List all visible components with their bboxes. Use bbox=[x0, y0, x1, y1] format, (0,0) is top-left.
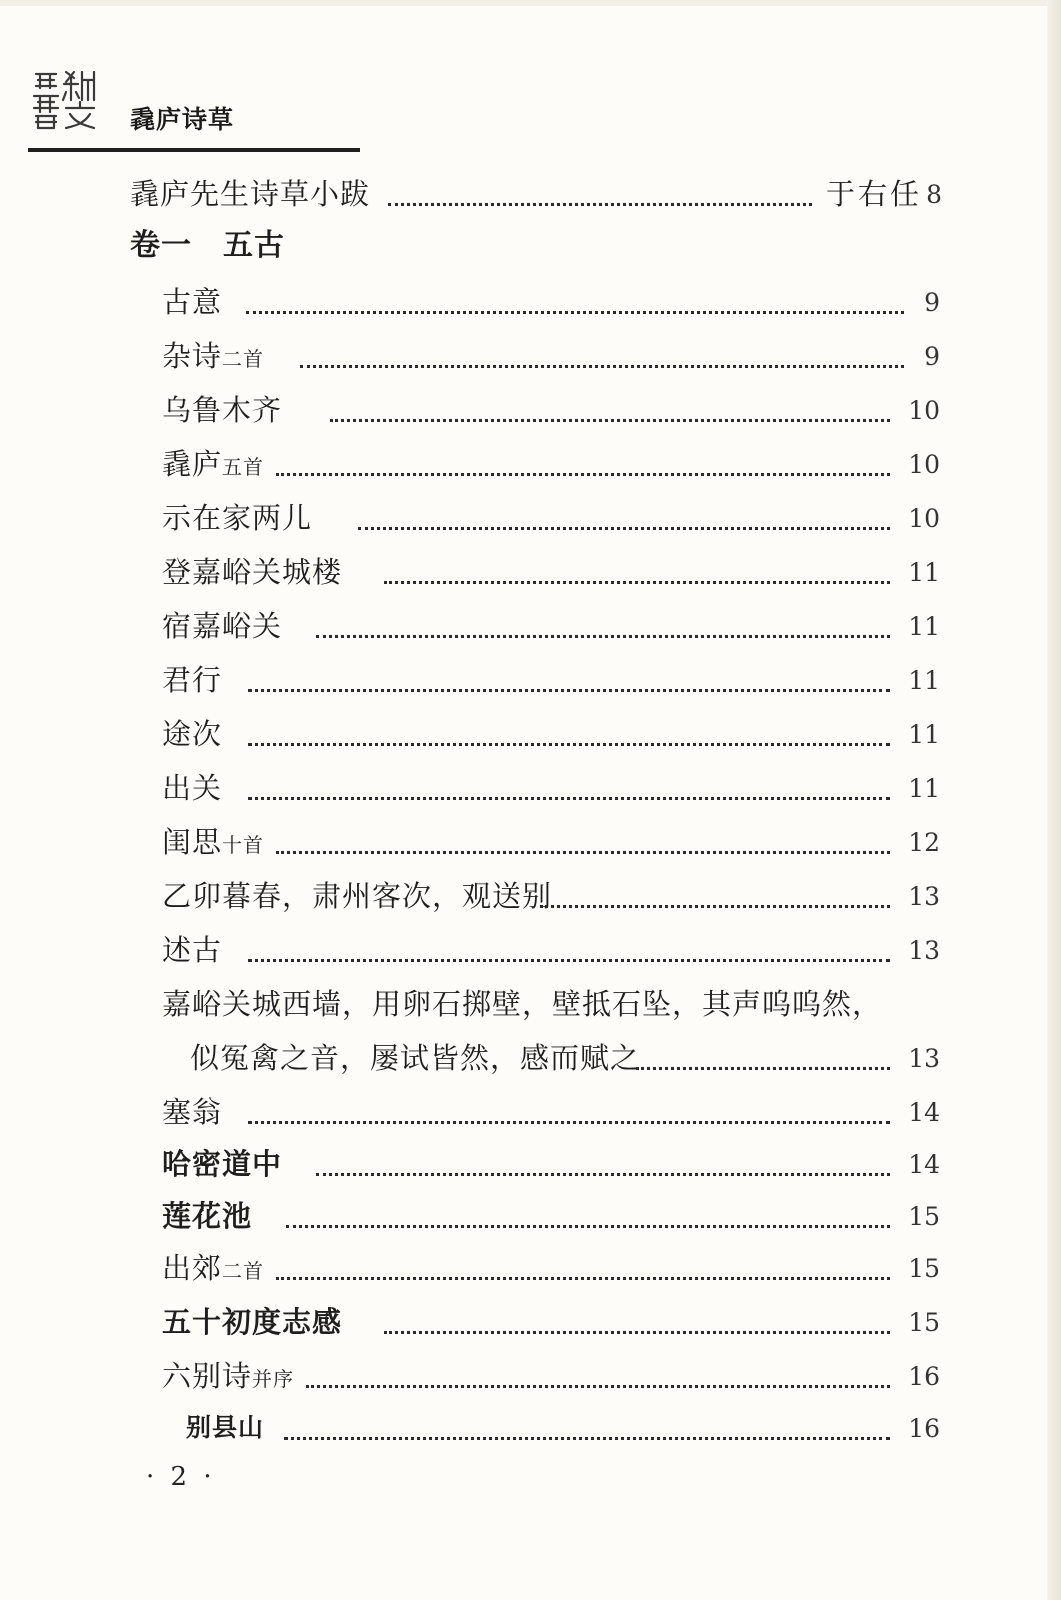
toc-entry-author: 于右任 bbox=[826, 177, 923, 211]
section-heading bbox=[0, 222, 1061, 270]
toc-entry-title: 嘉峪关城西墙，用卵石掷壁，壁抵石坠，其声呜呜然， bbox=[162, 987, 883, 1021]
toc-page-number: 10 bbox=[908, 450, 940, 479]
toc-entry-title: 古意 bbox=[162, 285, 223, 319]
toc-page-number: 15 bbox=[908, 1202, 940, 1231]
toc-entry-title: 君行 bbox=[162, 663, 223, 697]
toc-page-number: 11 bbox=[908, 720, 940, 749]
toc-entry-continuation[interactable] bbox=[0, 1034, 1061, 1082]
toc-entry-title: 示在家两儿 bbox=[162, 501, 313, 535]
toc-entry-title: 述古 bbox=[162, 933, 223, 967]
dot-leader bbox=[384, 1331, 890, 1334]
toc-entry[interactable] bbox=[0, 548, 1061, 596]
toc-entry[interactable] bbox=[0, 332, 1061, 380]
toc-entry-note: 并序 bbox=[252, 1367, 295, 1391]
toc-page-number: 13 bbox=[908, 882, 940, 911]
toc-entry[interactable] bbox=[0, 710, 1061, 758]
dot-leader bbox=[276, 851, 890, 854]
library-seal-logo bbox=[30, 66, 100, 130]
toc-entry[interactable] bbox=[0, 872, 1061, 920]
dot-leader bbox=[306, 1385, 890, 1388]
dot-leader bbox=[636, 1067, 890, 1070]
toc-entry-note: 十首 bbox=[222, 833, 265, 857]
toc-page-number: 11 bbox=[908, 612, 940, 641]
dot-leader bbox=[316, 635, 890, 638]
toc-page-number: 14 bbox=[908, 1150, 940, 1179]
dot-leader bbox=[540, 905, 890, 908]
toc-entry-preface[interactable] bbox=[0, 170, 1061, 218]
toc-entry[interactable] bbox=[0, 1088, 1061, 1136]
toc-page-number: 16 bbox=[908, 1414, 940, 1443]
toc-entry[interactable] bbox=[0, 386, 1061, 434]
dot-leader bbox=[384, 581, 890, 584]
toc-entry-title: 出关 bbox=[162, 771, 223, 805]
dot-leader bbox=[388, 203, 812, 206]
toc-page-number: 11 bbox=[908, 558, 940, 587]
toc-entry[interactable] bbox=[0, 602, 1061, 650]
toc-entry-title: 似冤禽之音，屡试皆然，感而赋之 bbox=[190, 1041, 641, 1075]
toc-entry[interactable] bbox=[0, 818, 1061, 866]
dot-leader bbox=[248, 689, 890, 692]
toc-page-number: 9 bbox=[924, 342, 940, 371]
dot-leader bbox=[276, 1277, 890, 1280]
dot-leader bbox=[316, 1173, 890, 1176]
dot-leader bbox=[300, 365, 904, 368]
toc-entry-title: 登嘉峪关城楼 bbox=[162, 555, 343, 589]
page-top-edge bbox=[0, 0, 1061, 6]
toc-entry-title: 塞翁 bbox=[162, 1095, 223, 1129]
toc-entry-title: 出郊 bbox=[162, 1251, 223, 1285]
toc-entry-title: 莲花池 bbox=[162, 1199, 253, 1233]
toc-page-number: 10 bbox=[908, 396, 940, 425]
toc-page-number: 14 bbox=[908, 1098, 940, 1127]
toc-entry[interactable] bbox=[0, 1352, 1061, 1400]
running-title: 毳庐诗草 bbox=[130, 105, 235, 134]
dot-leader bbox=[358, 527, 890, 530]
toc-page-number: 15 bbox=[908, 1254, 940, 1283]
toc-page-number: 15 bbox=[908, 1308, 940, 1337]
toc-entry[interactable] bbox=[0, 1140, 1061, 1188]
toc-entry[interactable] bbox=[0, 1244, 1061, 1292]
toc-entry-note: 二首 bbox=[222, 347, 265, 371]
toc-page-number: 16 bbox=[908, 1362, 940, 1391]
toc-entry-title: 五十初度志感 bbox=[162, 1305, 343, 1339]
toc-entry[interactable] bbox=[0, 926, 1061, 974]
section-heading-text: 卷一 五古 bbox=[130, 228, 285, 263]
toc-entry-title: 闺思 bbox=[162, 825, 223, 859]
toc-entry-title: 宿嘉峪关 bbox=[162, 609, 283, 643]
dot-leader bbox=[248, 1121, 890, 1124]
toc-entry[interactable] bbox=[0, 440, 1061, 488]
dot-leader bbox=[276, 473, 890, 476]
toc-page-number: 8 bbox=[926, 180, 942, 209]
toc-page-number: 10 bbox=[908, 504, 940, 533]
dot-leader bbox=[284, 1437, 890, 1440]
toc-entry-title: 乙卯暮春，肃州客次，观送别 bbox=[162, 879, 553, 913]
toc-entry-title: 途次 bbox=[162, 717, 223, 751]
toc-entry-title: 哈密道中 bbox=[162, 1147, 283, 1181]
dot-leader bbox=[248, 743, 890, 746]
toc-page-number: 12 bbox=[908, 828, 940, 857]
toc-entry-title: 别县山 bbox=[186, 1413, 265, 1442]
toc-entry[interactable] bbox=[0, 1298, 1061, 1346]
toc-page-number: 13 bbox=[908, 1044, 940, 1073]
dot-leader bbox=[246, 311, 904, 314]
dot-leader bbox=[248, 797, 890, 800]
toc-entry-title: 毳庐 bbox=[162, 447, 223, 481]
toc-entry-sub[interactable] bbox=[0, 1404, 1061, 1452]
toc-entry-title: 杂诗 bbox=[162, 339, 223, 373]
dot-leader bbox=[330, 419, 890, 422]
toc-entry-note: 五首 bbox=[222, 455, 265, 479]
toc-entry[interactable] bbox=[0, 1192, 1061, 1240]
dot-leader bbox=[286, 1225, 890, 1228]
toc-page-number: 11 bbox=[908, 666, 940, 695]
toc-entry-note: 二首 bbox=[222, 1259, 265, 1283]
toc-page-number: 9 bbox=[924, 288, 940, 317]
toc-entry-title: 六别诗 bbox=[162, 1359, 253, 1393]
toc-entry-title: 毳庐先生诗草小跋 bbox=[130, 177, 371, 211]
toc-entry-title: 乌鲁木齐 bbox=[162, 393, 283, 427]
toc-entry[interactable] bbox=[0, 656, 1061, 704]
toc-entry[interactable] bbox=[0, 494, 1061, 542]
toc-entry[interactable] bbox=[0, 278, 1061, 326]
dot-leader bbox=[248, 959, 890, 962]
page-folio-number: · 2 · bbox=[146, 1462, 216, 1492]
toc-page-number: 13 bbox=[908, 936, 940, 965]
toc-entry[interactable] bbox=[0, 764, 1061, 812]
header-rule bbox=[28, 148, 360, 152]
toc-entry-first-line[interactable] bbox=[0, 980, 1061, 1028]
toc-page-number: 11 bbox=[908, 774, 940, 803]
